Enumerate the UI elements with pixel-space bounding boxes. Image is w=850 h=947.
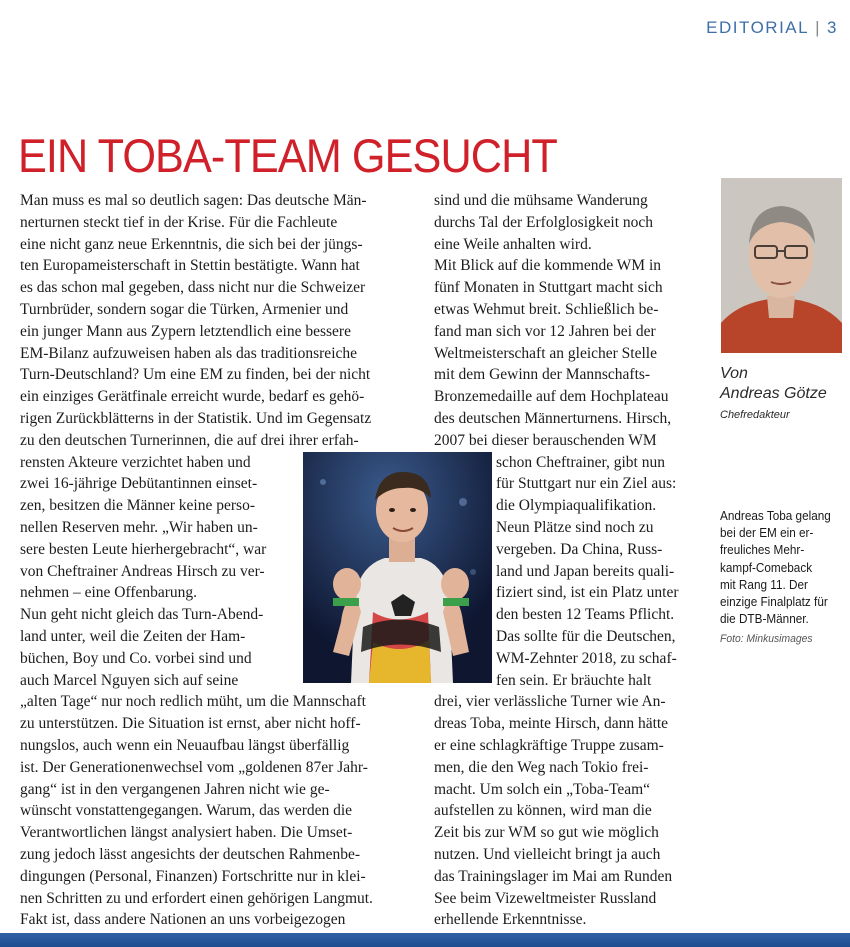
text-line: fen sein. Er bräuchte halt: [496, 671, 652, 689]
text-line: nellen Reserven mehr. „Wir haben un-: [20, 518, 258, 536]
text-line: WM-Zehnter 2018, zu schaf-: [496, 649, 677, 667]
text-line: zen, besitzen die Männer keine perso-: [20, 497, 255, 515]
caption-line: Andreas Toba gelang: [720, 509, 831, 523]
text-line: nehmen – eine Offenbarung.: [20, 584, 198, 602]
text-line: durchs Tal der Erfolglosigkeit noch: [434, 213, 654, 231]
text-line: Verantwortlichen längst analysiert haben. Die Umset-: [20, 824, 353, 842]
text-line: rensten Akteure verzichtet haben und: [20, 453, 251, 471]
section-header: [706, 18, 838, 38]
text-line: zung jedoch lässt angesichts der deutschen Rahmenbe-: [20, 845, 361, 863]
article-headline: EIN TOBA-TEAM GESUCHT: [18, 129, 557, 182]
text-line: sere besten Leute hierhergebracht“, war: [20, 540, 267, 558]
author-name: Andreas Götze: [720, 385, 827, 402]
text-line: Man muss es mal so deutlich sagen: Das deutsche Män-: [20, 192, 367, 209]
text-line: ein einziges Gerätfinale erreicht wurde, bedarf es gehö-: [20, 388, 365, 406]
text-line: von Cheftrainer Andreas Hirsch zu ver-: [20, 562, 265, 580]
photo-credit: Foto: Minkusimages: [720, 633, 813, 646]
text-line: nerturnen steckt tief in der Krise. Für die Fachleute: [20, 213, 338, 231]
text-line: zu den deutschen Turnerinnen, die auf drei ihrer erfah-: [20, 431, 359, 449]
header-separator: |: [815, 18, 822, 37]
caption-line: freuliches Mehr-: [720, 543, 805, 558]
page-number: 3: [827, 18, 838, 37]
text-line: Bronzemedaille auf dem Hochplateau: [434, 388, 669, 406]
text-line: land und Japan bereits quali-: [496, 562, 675, 580]
footer-bar: [0, 933, 850, 947]
text-line: zu unterstützen. Die Situation ist ernst, aber nicht hoff-: [20, 715, 361, 733]
text-line: er eine schlagkräftige Truppe zusam-: [434, 736, 664, 754]
text-line: fünf Monaten in Stuttgart macht sich: [434, 279, 663, 297]
text-line: Das sollte für die Deutschen,: [496, 627, 676, 645]
text-line: büchen, Boy und Co. vorbei sind und: [20, 649, 252, 667]
gymnast-photo: [303, 452, 492, 683]
author-byline: [720, 364, 827, 421]
text-line: fand man sich vor 12 Jahren bei der: [434, 322, 656, 340]
text-line: mit dem Gewinn der Mannschafts-: [434, 366, 651, 384]
text-line: auch Marcel Nguyen sich auf seine: [20, 671, 239, 689]
text-line: 2007 bei dieser berauschenden WM: [434, 431, 657, 449]
text-line: für Stuttgart nur ein Ziel aus:: [496, 475, 677, 493]
text-line: fiziert sind, ist ein Platz unter: [496, 584, 679, 602]
text-line: aufstellen zu können, wird man die: [434, 802, 652, 820]
section-label: EDITORIAL: [706, 18, 810, 37]
text-line: dingungen (Personal, Finanzen) Fortschritte nur in klei-: [20, 867, 366, 885]
caption-line: einzige Finalplatz für: [720, 595, 828, 610]
text-line: etwas Wehmut breit. Schließlich be-: [434, 300, 659, 318]
text-line: Mit Blick auf die kommende WM in: [434, 257, 662, 275]
text-line: Turn-Deutschland? Um eine EM zu finden, bei der nicht: [20, 366, 371, 384]
text-line: dreas Toba, meinte Hirsch, dann hätte: [434, 715, 669, 733]
text-line: erhellende Erkenntnisse.: [434, 911, 587, 929]
text-line: gang“ ist in den vergangenen Jahren nicht wie ge-: [20, 780, 330, 798]
text-line: EM-Bilanz aufzuweisen haben als das traditionsreiche: [20, 344, 358, 362]
text-line: nutzen. Und vielleicht bringt ja auch: [434, 845, 661, 863]
caption-line: bei der EM ein er-: [720, 526, 814, 541]
text-line: ist. Der Generationenwechsel vom „goldenen 87er Jahr-: [20, 758, 368, 776]
text-line: Fakt ist, dass andere Nationen an uns vorbeigezogen: [20, 911, 346, 929]
text-line: Neun Plätze sind noch zu: [496, 518, 654, 536]
text-line: sind und die mühsame Wanderung: [434, 192, 648, 209]
text-line: Nun geht nicht gleich das Turn-Abend-: [20, 606, 264, 624]
text-line: eine nicht ganz neue Erkenntnis, die sich bei der jüngs-: [20, 235, 363, 253]
author-photo: [721, 178, 842, 353]
text-line: ten Europameisterschaft in Stettin bestätigte. Wann hat: [20, 257, 360, 275]
text-line: zwei 16-jährige Debütantinnen einset-: [20, 475, 258, 493]
text-line: Zeit bis zur WM so gut wie möglich: [434, 824, 659, 842]
text-line: es das schon mal gegeben, dass nicht nur die Schweizer: [20, 279, 366, 297]
text-line: das Trainingslager im Mai am Runden: [434, 867, 673, 885]
caption-line: die DTB-Männer.: [720, 612, 809, 627]
text-line: men, die den Weg nach Tokio frei-: [434, 758, 649, 776]
text-line: „alten Tage“ nur noch redlich müht, um die Mannschaft: [20, 693, 366, 711]
text-line: rigen Zurückblätterns in der Statistik. Und im Gegensatz: [20, 409, 372, 427]
text-line: nungslos, auch wenn ein Neuaufbau längst überfällig: [20, 736, 350, 754]
text-line: Weltmeisterschaft an gleicher Stelle: [434, 344, 657, 362]
text-line: drei, vier verlässliche Turner wie An-: [434, 693, 666, 711]
text-line: land unter, weil die Zeiten der Ham-: [20, 627, 246, 645]
byline-prefix: Von: [720, 365, 748, 382]
caption-line: kampf-Comeback: [720, 560, 813, 575]
text-line: des deutschen Männerturnens. Hirsch,: [434, 409, 672, 427]
text-line: eine Weile anhalten wird.: [434, 235, 592, 253]
author-role: Chefredakteur: [720, 409, 790, 421]
text-line: nen Schritten zu und erfordert einen gehörigen Langmut.: [20, 889, 373, 907]
text-line: macht. Um solch ein „Toba-Team“: [434, 780, 651, 798]
text-line: Turnbrüder, sondern sogar die Türken, Armenier und: [20, 300, 349, 318]
text-line: vergeben. Da China, Russ-: [496, 540, 663, 558]
text-line: ein junger Mann aus Zypern letztendlich eine bessere: [20, 322, 351, 340]
text-line: den besten 12 Teams Pflicht.: [496, 606, 675, 624]
text-line: See beim Vizeweltmeister Russland: [434, 889, 657, 907]
text-line: schon Cheftrainer, gibt nun: [496, 453, 665, 471]
text-line: die Olympiaqualifikation.: [496, 497, 657, 515]
text-line: wünscht vonstattengegangen. Warum, das werden die: [20, 802, 353, 820]
gymnast-illustration: [303, 452, 492, 683]
photo-caption: [720, 508, 831, 649]
author-portrait: [721, 178, 842, 353]
caption-line: mit Rang 11. Der: [720, 577, 808, 592]
